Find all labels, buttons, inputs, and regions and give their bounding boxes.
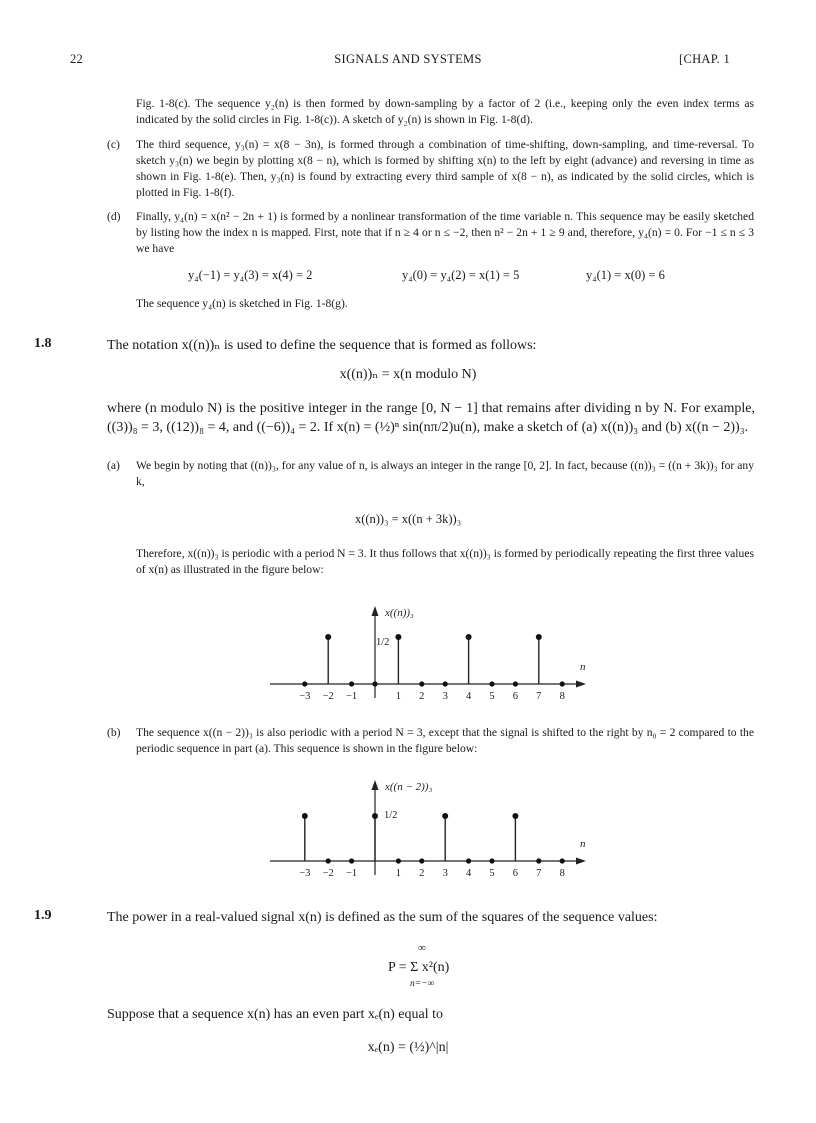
- tick-label: 7: [536, 691, 542, 702]
- stem-point: [442, 813, 448, 819]
- tick-label: 6: [512, 691, 519, 702]
- tick-label: −1: [346, 691, 358, 702]
- problem-1-8-statement: The notation x((n))ₙ is used to define the sequence that is formed as follows:: [107, 338, 537, 353]
- part-d-text: Finally, y₄(n) = x(n² − 2n + 1) is formed by a nonlinear transformation of the time variable n. This sequence may be easily sketched by listing how the index n is mapped. First, note that if n ≥ 4 or n ≤ −2, then n² − 2n + 1 ≥ 9 and, therefore, y₄(n) = 0. For −1 ≤ n ≤ 3 we have: [136, 210, 754, 255]
- equation-even-part: xₑ(n) = (½)^|n|: [367, 1040, 449, 1055]
- amplitude-label: 1/2: [376, 637, 390, 648]
- part-b-text: The sequence x((n − 2))₃ is also periodic with a period N = 3, except that the signal is shifted to the right by n₀ = 2 compared to the periodic sequence in part (a). This sequence is shown in the figure below:: [136, 726, 754, 755]
- problem-1-8-where: where (n modulo N) is the positive integer in the range [0, N − 1] that remains after dividing n by N. For example, ((3))₈ = 3, ((12))₈ = 4, and ((−6))₄ = 2. If x(n) = (½)ⁿ sin(nπ/2)u(n), make a sketch of (a) x((n))₃ and (b) x((n − 2))₃.: [107, 401, 755, 435]
- equation-y4-b: y₄(0) = y₄(2) = x(1) = 5: [402, 268, 520, 282]
- tick-label: 7: [536, 868, 542, 879]
- zero-point: [513, 681, 518, 686]
- part-a-text-2: Therefore, x((n))₃ is periodic with a period N = 3. It thus follows that x((n))₃ is formed by periodically repeating the first three values of x(n) as illustrated in the figure below:: [136, 547, 754, 576]
- tick-label: 8: [559, 868, 565, 879]
- equation-y4-c: y₄(1) = x(0) = 6: [586, 268, 665, 282]
- sum-upper-limit: ∞: [418, 942, 426, 954]
- plot-title: x((n))₃: [385, 607, 414, 619]
- problem-number-1-8: 1.8: [34, 336, 52, 351]
- problem-1-9-statement: The power in a real-valued signal x(n) is defined as the sum of the squares of the sequence values:: [107, 910, 658, 925]
- zero-point: [536, 858, 541, 863]
- part-c-label: (c): [107, 138, 120, 151]
- stem-point: [325, 634, 331, 640]
- x-axis-arrow: [576, 681, 586, 688]
- equation-periodic: x((n))₃ = x((n + 3k))₃: [354, 512, 462, 526]
- page-number: 22: [70, 52, 84, 66]
- zero-point: [560, 858, 565, 863]
- equation-power-symbol: P = Σ x²(n): [388, 960, 450, 975]
- y-axis-arrow: [372, 606, 379, 616]
- zero-point: [326, 858, 331, 863]
- stem-point: [512, 813, 518, 819]
- stem-plot-x-shifted-mod3: [250, 770, 600, 885]
- tick-label: 3: [442, 691, 448, 702]
- tick-label: −2: [322, 691, 334, 702]
- zero-point: [396, 858, 401, 863]
- stem-point: [395, 634, 401, 640]
- paragraph-b-continued: Fig. 1-8(c). The sequence y₂(n) is then formed by down-sampling by a factor of 2 (i.e., keeping only the even index terms as indicated by the solid circles in Fig. 1-8(c)). A sketch of y₂(n) is shown in Fig. 1-8(d).: [136, 97, 754, 126]
- zero-point: [419, 681, 424, 686]
- part-b-label: (b): [107, 726, 121, 739]
- zero-point: [489, 681, 494, 686]
- plot-title: x((n − 2))₃: [385, 781, 433, 793]
- zero-point: [560, 681, 565, 686]
- part-c-text: The third sequence, y₃(n) = x(8 − 3n), is formed through a combination of time-shifting, down-sampling, and time-reversal. To sketch y₃(n) we begin by plotting x(8 − n), which is formed by shifting x(n) to the left by eight (advance) and reversing in time as shown in Fig. 1-8(e). Then, y₃(n) is found by extracting every third sample of x(8 − n), as indicated by the solid circles, which is plotted in Fig. 1-8(f).: [136, 138, 754, 199]
- tick-label: 4: [465, 691, 472, 702]
- tick-label: 1: [395, 868, 402, 879]
- equation-y4-a: y₄(−1) = y₄(3) = x(4) = 2: [188, 268, 313, 282]
- part-d-label: (d): [107, 210, 121, 223]
- tick-label: 5: [489, 868, 495, 879]
- tick-label: −1: [346, 868, 358, 879]
- tick-label: −3: [299, 868, 311, 879]
- x-axis-label: n: [580, 838, 586, 850]
- sum-lower-limit: n=−∞: [410, 979, 435, 989]
- stem-plot-x-mod3: [250, 592, 600, 710]
- tick-label: 1: [395, 691, 402, 702]
- tick-label: 4: [465, 868, 472, 879]
- zero-point: [466, 858, 471, 863]
- equation-modulo-definition: x((n))ₙ = x(n modulo N): [339, 367, 477, 382]
- tick-label: 8: [559, 691, 565, 702]
- zero-point: [419, 858, 424, 863]
- tick-label: 5: [489, 691, 495, 702]
- tick-label: 2: [419, 868, 425, 879]
- stem-point: [302, 813, 308, 819]
- x-axis-arrow: [576, 858, 586, 865]
- part-a-text: We begin by noting that ((n))₃, for any value of n, is always an integer in the range [0, 2]. In fact, because ((n))₃ = ((n + 3k))₃ for any k,: [136, 459, 754, 488]
- zero-point: [443, 681, 448, 686]
- tick-label: 2: [419, 691, 425, 702]
- tick-label: −3: [299, 691, 311, 702]
- stem-point: [466, 634, 472, 640]
- zero-point: [349, 681, 354, 686]
- problem-1-9-suppose: Suppose that a sequence x(n) has an even part xₑ(n) equal to: [107, 1007, 443, 1022]
- y-axis-arrow: [372, 780, 379, 790]
- zero-point: [489, 858, 494, 863]
- zero-point: [372, 681, 377, 686]
- x-axis-label: n: [580, 661, 586, 673]
- tick-label: 6: [512, 868, 519, 879]
- tick-label: 3: [442, 868, 448, 879]
- chapter-label: [CHAP. 1: [679, 52, 731, 66]
- amplitude-label: 1/2: [384, 810, 398, 821]
- problem-number-1-9: 1.9: [34, 908, 52, 923]
- stem-point: [536, 634, 542, 640]
- zero-point: [302, 681, 307, 686]
- part-a-label: (a): [107, 459, 120, 472]
- stem-point: [372, 813, 378, 819]
- zero-point: [349, 858, 354, 863]
- part-d-tail: The sequence y₄(n) is sketched in Fig. 1-8(g).: [136, 297, 348, 310]
- tick-label: −2: [322, 868, 334, 879]
- running-title: SIGNALS AND SYSTEMS: [334, 52, 482, 66]
